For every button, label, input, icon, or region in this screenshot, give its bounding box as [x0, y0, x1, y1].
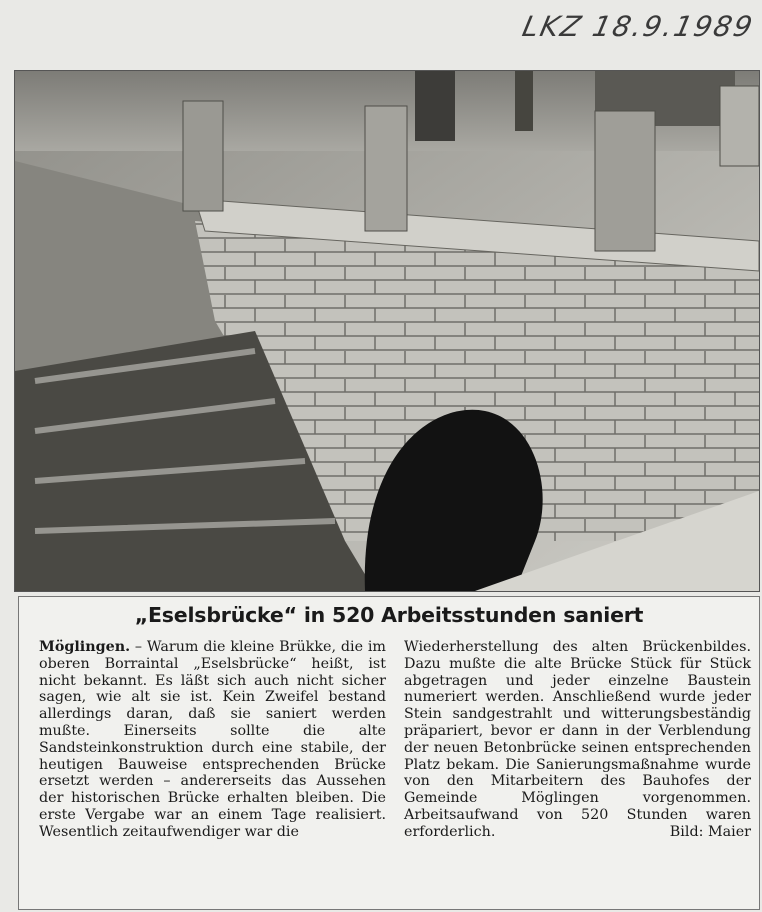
article-column-2: [404, 639, 751, 903]
photo-credit: Bild: Maier: [669, 823, 751, 840]
handwritten-date-note: LKZ 18.9.1989: [519, 10, 758, 43]
article-headline: „Eselsbrücke“ in 520 Arbeitsstunden saniert: [134, 603, 644, 627]
article-text-1: – Warum die kleine Brükke, die im oberen Borraintal „Eselsbrücke“ heißt, ist nicht bekannt. Es läßt sich auch nicht sicher sagen, wie alt sie ist. Kein Zweifel bestand allerdings daran, daß sie saniert werden mußte. Einerseits sollte die alte Sandsteinkonstruktion durch eine stabile, der heutigen Bauweise entsprechenden Brücke ersetzt werden – andererseits das Aussehen der historischen Brücke erhalten bleiben. Die erste Vergabe war an einem Tage realisiert. Wesentlich zeitaufwendiger war die: [39, 639, 386, 840]
article-dateline: Möglingen.: [39, 639, 131, 655]
article-body: [39, 639, 751, 903]
bridge-photo: [14, 70, 760, 592]
article: [18, 596, 760, 910]
stone-bridge-photo-icon: [15, 71, 759, 591]
article-column-1: [39, 639, 386, 903]
article-text-2: Wiederherstellung des alten Brückenbildes. Dazu mußte die alte Brücke Stück für Stück abgetragen und jeder einzelne Baustein numeriert werden. Anschließend wurde jeder Stein sandgestrahlt und witterungsbeständig präpariert, bevor er dann in der Verblendung der neuen Betonbrücke seinen entsprechenden Platz bekam. Die Sanierungsmaßnahme wurde von den Mitarbeitern des Bauhofes der Gemeinde Möglingen vorgenommen. Arbeitsaufwand von 520 Stunden waren erforderlich.: [404, 639, 751, 840]
